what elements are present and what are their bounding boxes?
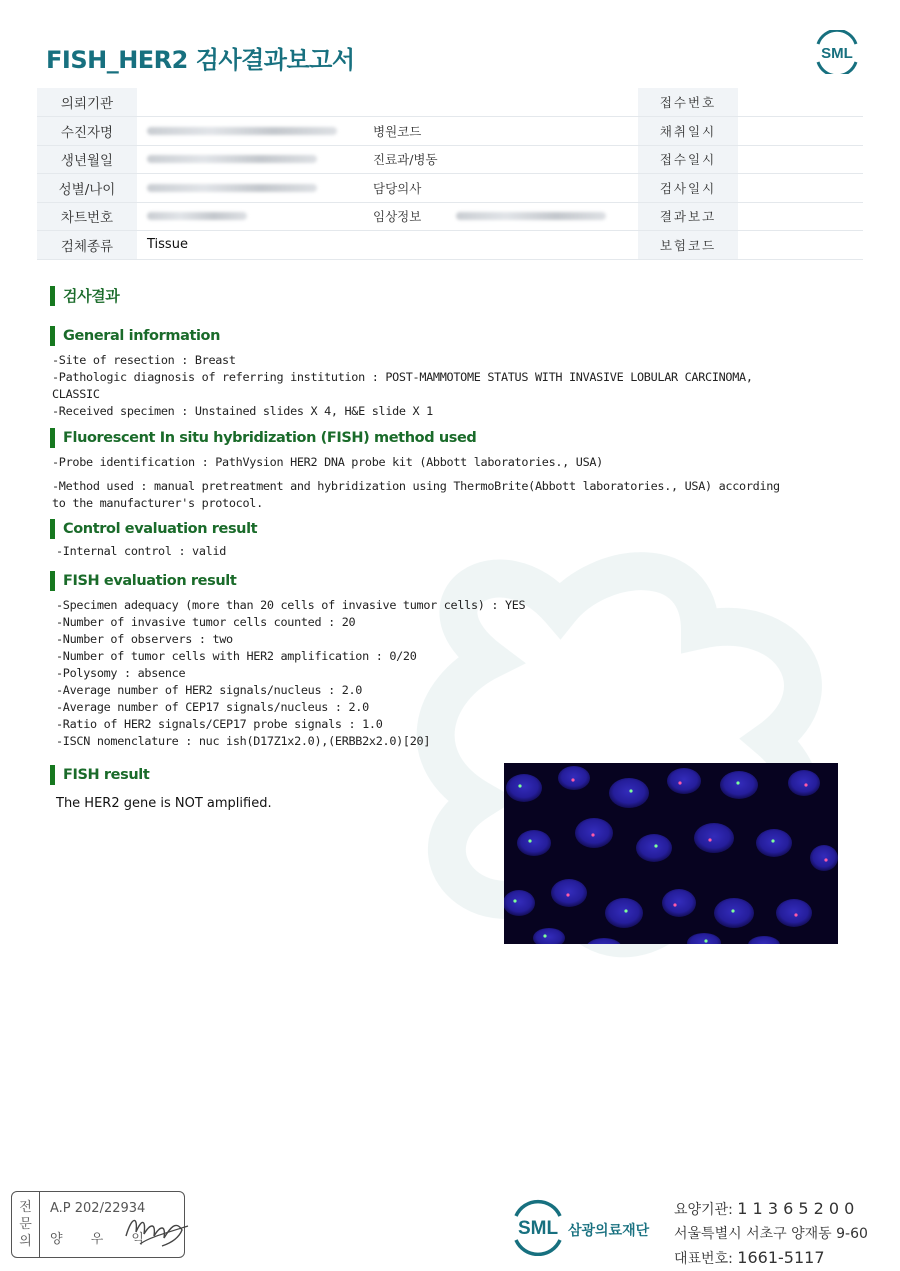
info-value2: [456, 145, 638, 174]
signal-dot: [824, 858, 827, 861]
redacted-value: [147, 212, 247, 220]
general-info-text: -Site of resection : Breast -Pathologic diagnosis of referring institution : POST-MAMMOTOME STATUS WITH INVASIVE LOBULAR CARCINOMA, CLASSIC -Received specimen : Unstained slides X 4, H&E slide X 1: [52, 353, 753, 418]
footer-line3-value: 1661-5117: [737, 1248, 825, 1267]
signal-dot: [629, 789, 632, 792]
signal-dot: [731, 909, 734, 912]
signal-dot: [736, 781, 739, 784]
sml-logo-text: SML: [821, 45, 853, 62]
signal-dot: [566, 893, 569, 896]
nucleus: [605, 898, 643, 928]
redacted-value: [456, 212, 606, 220]
footer-org-name: 삼광의료재단: [568, 1223, 650, 1239]
signal-dot: [543, 934, 546, 937]
signal-dot: [518, 784, 521, 787]
nucleus: [756, 829, 792, 857]
nucleus: [720, 771, 758, 799]
info-value: [137, 117, 371, 146]
signal-dot: [708, 838, 711, 841]
signal-dot: [513, 899, 516, 902]
info-value2: [456, 202, 638, 231]
nucleus: [714, 898, 754, 928]
info-value: [137, 174, 371, 203]
method-probe-text: -Probe identification : PathVysion HER2 DNA probe kit (Abbott laboratories., USA): [52, 455, 603, 469]
nucleus: [504, 890, 535, 916]
report-title: FISH_HER2 검사결과보고서: [46, 46, 355, 74]
stamp-ap-number: A.P 202/22934: [50, 1201, 146, 1216]
info-row: [37, 117, 863, 146]
info-value: [137, 145, 371, 174]
info-value2: [456, 117, 638, 146]
nucleus: [810, 845, 838, 871]
section-heading-fish-result: FISH result: [50, 765, 149, 785]
stamp-vertical-label: [12, 1192, 40, 1257]
nucleus: [506, 774, 542, 802]
info-value3: [738, 202, 863, 231]
footer-sml-logo-icon: [510, 1198, 566, 1256]
section-heading-method: Fluorescent In situ hybridization (FISH) method used: [50, 428, 476, 448]
section-heading-general: General information: [50, 326, 220, 346]
info-row: [37, 231, 863, 260]
info-value3: [738, 117, 863, 146]
info-row: [37, 145, 863, 174]
signal-dot: [678, 781, 681, 784]
signal-dot: [771, 839, 774, 842]
method-used-text: -Method used : manual pretreatment and hybridization using ThermoBrite(Abbott laboratories., USA) according to the manufacturer's protocol.: [52, 479, 780, 510]
fish-microscopy-image: [504, 763, 838, 944]
info-value3: [738, 174, 863, 203]
signal-dot: [654, 844, 657, 847]
signature-icon: [122, 1206, 192, 1250]
info-label2: 임상정보: [371, 202, 456, 231]
footer-logo-text: SML: [517, 1218, 559, 1239]
info-value2: [456, 231, 638, 260]
sml-logo-icon: [812, 30, 862, 74]
info-label: 차트번호: [37, 202, 137, 231]
redacted-value: [147, 127, 337, 135]
info-label: 수진자명: [37, 117, 137, 146]
footer-line3-label: 대표번호:: [674, 1251, 733, 1267]
info-label3: 접수일시: [638, 145, 738, 174]
patient-info-table: [37, 88, 863, 260]
nucleus: [694, 823, 734, 853]
footer-line3: [674, 1246, 868, 1271]
info-row: [37, 88, 863, 117]
info-value: Tissue: [137, 231, 371, 260]
nucleus: [575, 818, 613, 848]
info-label3: 채취일시: [638, 117, 738, 146]
stamp-char-1: 전: [19, 1200, 32, 1215]
footer-line1-value: 1 1 3 6 5 2 0 0: [737, 1199, 855, 1218]
info-value3: [738, 88, 863, 117]
redacted-value: [147, 155, 317, 163]
stamp-char-2: 문: [19, 1217, 32, 1232]
nucleus: [558, 766, 590, 790]
info-value2: [456, 174, 638, 203]
signal-dot: [794, 913, 797, 916]
info-value3: [738, 231, 863, 260]
stamp-name: 양 우 익: [50, 1232, 156, 1247]
signal-dot: [571, 778, 574, 781]
info-label3: 검사일시: [638, 174, 738, 203]
nucleus: [636, 834, 672, 862]
section-heading-evaluation: FISH evaluation result: [50, 571, 236, 591]
microscopy-svg: [504, 763, 838, 944]
evaluation-text: -Specimen adequacy (more than 20 cells of invasive tumor cells) : YES -Number of invasive tumor cells counted : 20 -Number of observers : two -Number of tumor cells with HER2 amplification : 0/20 -Polysomy : absence -Average number of HER2 signals/nucleus : 2.0 -Average number of CEP17 signals/nucleus : 2.0 -Ratio of HER2 signals/CEP17 probe signals : 1.0 -ISCN nomenclature : nuc ish(D17Z1x2.0),(ERBB2x2.0)[20]: [56, 598, 526, 748]
info-value3: [738, 145, 863, 174]
pathologist-stamp: [11, 1191, 185, 1258]
info-value: [137, 202, 371, 231]
nucleus: [788, 770, 820, 796]
nucleus: [776, 899, 812, 927]
signal-dot: [704, 939, 707, 942]
footer-line1: [674, 1197, 868, 1222]
info-label: 생년월일: [37, 145, 137, 174]
signal-dot: [591, 833, 594, 836]
control-text: -Internal control : valid: [56, 544, 227, 558]
signal-dot: [528, 839, 531, 842]
section-heading-control: Control evaluation result: [50, 519, 257, 539]
info-row: [37, 202, 863, 231]
stamp-char-3: 의: [19, 1234, 32, 1249]
signal-dot: [673, 903, 676, 906]
info-label3: 접수번호: [638, 88, 738, 117]
redacted-value: [147, 184, 317, 192]
section-heading-result: 검사결과: [50, 286, 119, 306]
signal-dot: [804, 783, 807, 786]
info-label2: 병원코드: [371, 117, 456, 146]
info-label2: [371, 88, 456, 117]
info-label: 의뢰기관: [37, 88, 137, 117]
info-label2: [371, 231, 456, 260]
footer-line2: 서울특별시 서초구 양재동 9-60: [674, 1226, 868, 1242]
info-value2: [456, 88, 638, 117]
info-label3: 결과보고: [638, 202, 738, 231]
nucleus: [662, 889, 696, 917]
info-label: 검체종류: [37, 231, 137, 260]
info-value: [137, 88, 371, 117]
fish-result-text: The HER2 gene is NOT amplified.: [56, 796, 272, 811]
nucleus: [667, 768, 701, 794]
footer-info: [674, 1197, 868, 1271]
info-label2: 진료과/병동: [371, 145, 456, 174]
info-label2: 담당의사: [371, 174, 456, 203]
nucleus: [609, 778, 649, 808]
info-label: 성별/나이: [37, 174, 137, 203]
signal-dot: [624, 909, 627, 912]
footer-line1-label: 요양기관:: [674, 1202, 733, 1218]
nucleus: [517, 830, 551, 856]
nucleus: [551, 879, 587, 907]
info-row: [37, 174, 863, 203]
info-label3: 보험코드: [638, 231, 738, 260]
